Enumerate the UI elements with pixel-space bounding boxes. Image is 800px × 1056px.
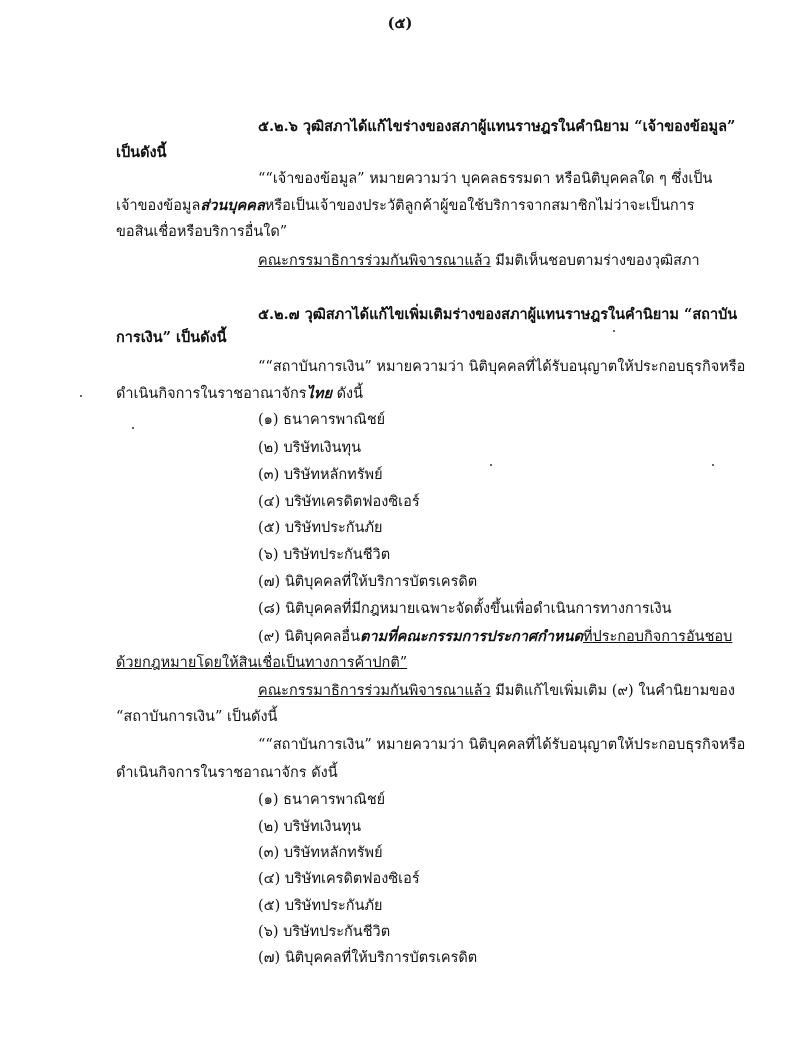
list-item: (๑) ธนาคารพาณิชย์	[258, 792, 386, 808]
definition-text: หรือเป็นเจ้าของประวัติลูกค้าผู้ขอใช้บริการจากสมาชิกไม่ว่าจะเป็นการ	[264, 198, 695, 214]
list-item: (๗) นิติบุคคลที่ให้บริการบัตรเครดิต	[258, 950, 478, 966]
committee-resolution-527	[258, 681, 735, 701]
committee-resolution-527-cont: “สถาบันการเงิน” เป็นดังนี้	[116, 709, 278, 725]
committee-label: คณะกรรมาธิการร่วมกันพิจารณาแล้ว	[258, 253, 491, 269]
list-item: (๔) บริษัทเครดิตฟองซิเอร์	[258, 494, 420, 510]
list-item: (๕) บริษัทประกันภัย	[258, 520, 383, 536]
definition-data-owner-line1: ““เจ้าของข้อมูล” หมายความว่า บุคคลธรรมดา หรือนิติบุคคลใด ๆ ซึ่งเป็น	[258, 171, 713, 187]
definition-data-owner-line2	[116, 196, 695, 216]
list-item: (๓) บริษัทหลักทรัพย์	[258, 845, 383, 861]
section-heading-526: ๕.๒.๖ วุฒิสภาได้แก้ไขร่างของสภาผู้แทนราษฎรในคำนิยาม “เจ้าของข้อมูล”	[258, 118, 736, 135]
list-item: (๖) บริษัทประกันชีวิต	[258, 924, 391, 940]
scan-speck	[80, 395, 82, 397]
definition2-fin-inst-line2: ดำเนินกิจการในราชอาณาจักร ดังนี้	[116, 765, 338, 781]
list-item: (๕) บริษัทประกันภัย	[258, 898, 383, 914]
section-heading-527: ๕.๒.๗ วุฒิสภาได้แก้ไขเพิ่มเติมร่างของสภาผู้แทนราษฎรในคำนิยาม “สถาบัน	[258, 306, 738, 323]
definition-fin-inst-line2	[116, 384, 363, 404]
page-number: (๕)	[387, 15, 413, 32]
scan-speck	[712, 464, 714, 466]
list-item: (๒) บริษัทเงินทุน	[258, 440, 362, 456]
definition-fin-inst-line1: ““สถาบันการเงิน” หมายความว่า นิติบุคคลที่ได้รับอนุญาตให้ประกอบธุรกิจหรือ	[258, 359, 746, 375]
definition-text: ดังนี้	[331, 386, 363, 402]
list-item: (๔) บริษัทเครดิตฟองซิเอร์	[258, 871, 420, 887]
committee-text: มีมติแก้ไขเพิ่มเติม (๙) ในคำนิยามของ	[490, 683, 735, 699]
section-heading-527-cont: การเงิน” เป็นดังนี้	[116, 329, 227, 346]
amended-underlined-text: ที่ประกอบกิจการอันชอบ	[582, 629, 733, 645]
committee-resolution-526	[258, 251, 700, 271]
amended-text: ตามที่คณะกรรมการประกาศกำหนด	[359, 628, 583, 645]
scan-speck	[132, 427, 134, 429]
list-item-9	[258, 627, 732, 647]
list-item: (๗) นิติบุคคลที่ให้บริการบัตรเครดิต	[258, 574, 478, 590]
definition-text: เจ้าของข้อมูล	[116, 198, 201, 214]
section-heading-526-cont: เป็นดังนี้	[116, 144, 167, 161]
item9-text: (๙) นิติบุคคลอื่น	[258, 629, 360, 645]
amended-text: ไทย	[306, 385, 332, 402]
list-item: (๓) บริษัทหลักทรัพย์	[258, 467, 383, 483]
list-item: (๘) นิติบุคคลที่มีกฎหมายเฉพาะจัดตั้งขึ้นเพื่อดำเนินการทางการเงิน	[258, 601, 672, 617]
list-item: (๑) ธนาคารพาณิชย์	[258, 412, 386, 428]
amended-text: ส่วนบุคคล	[200, 197, 265, 214]
definition-data-owner-line3: ขอสินเชื่อหรือบริการอื่นใด”	[116, 224, 288, 240]
list-item: (๖) บริษัทประกันชีวิต	[258, 547, 391, 563]
list-item: (๒) บริษัทเงินทุน	[258, 819, 362, 835]
scan-speck	[613, 330, 615, 332]
list-item-9-cont: ด้วยกฎหมายโดยให้สินเชื่อเป็นทางการค้าปกติ”	[116, 655, 408, 671]
scan-speck	[490, 464, 492, 466]
committee-text: มีมติเห็นชอบตามร่างของวุฒิสภา	[490, 253, 700, 269]
committee-label: คณะกรรมาธิการร่วมกันพิจารณาแล้ว	[258, 683, 491, 699]
definition-text: ดำเนินกิจการในราชอาณาจักร	[116, 386, 307, 402]
definition2-fin-inst-line1: ““สถาบันการเงิน” หมายความว่า นิติบุคคลที่ได้รับอนุญาตให้ประกอบธุรกิจหรือ	[258, 737, 746, 753]
